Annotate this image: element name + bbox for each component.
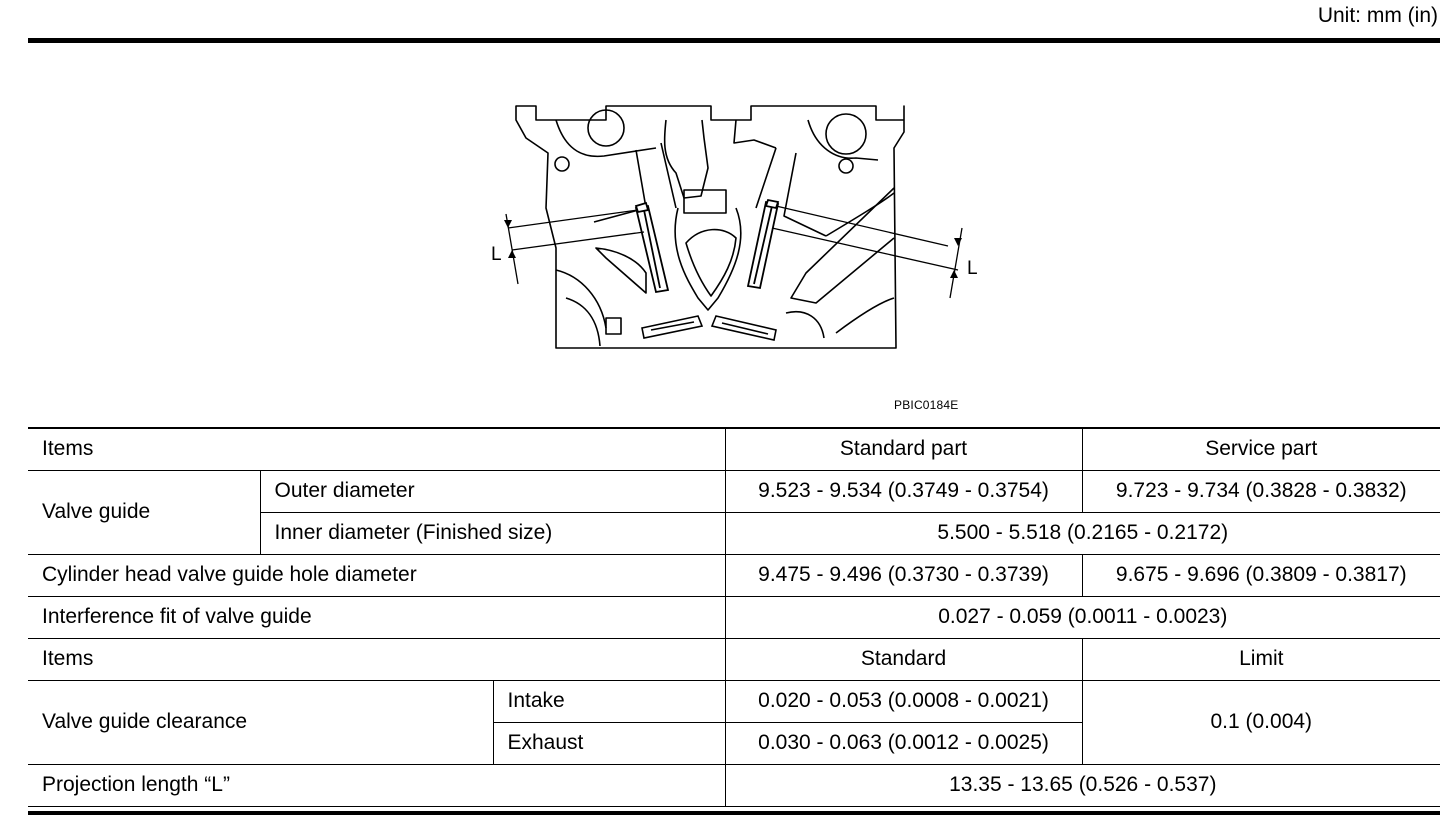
table-row [28, 764, 1440, 806]
clearance-limit: 0.1 (0.004) [1082, 680, 1440, 764]
table-row [28, 470, 1440, 512]
table-row [28, 680, 1440, 722]
standard-part-header: Standard part [725, 428, 1082, 470]
projection-length-value: 13.35 - 13.65 (0.526 - 0.537) [725, 764, 1440, 806]
cylinder-head-diagram [486, 98, 986, 358]
table-row [28, 554, 1440, 596]
items-header-2: Items [28, 638, 725, 680]
inner-diameter-label: Inner diameter (Finished size) [260, 512, 725, 554]
top-rule [28, 38, 1440, 43]
interference-fit-value: 0.027 - 0.059 (0.0011 - 0.0023) [725, 596, 1440, 638]
exhaust-label: Exhaust [493, 722, 725, 764]
exhaust-standard: 0.030 - 0.063 (0.0012 - 0.0025) [725, 722, 1082, 764]
intake-standard: 0.020 - 0.053 (0.0008 - 0.0021) [725, 680, 1082, 722]
projection-length-label: Projection length “L” [28, 764, 725, 806]
dimension-l-left: L [491, 244, 502, 265]
service-part-header: Service part [1082, 428, 1440, 470]
dimension-l-right: L [967, 258, 978, 279]
items-header: Items [28, 428, 725, 470]
valve-guide-label: Valve guide [28, 470, 260, 554]
standard-header: Standard [725, 638, 1082, 680]
outer-diameter-standard: 9.523 - 9.534 (0.3749 - 0.3754) [725, 470, 1082, 512]
table-row [28, 596, 1440, 638]
unit-label: Unit: mm (in) [1317, 4, 1438, 27]
interference-fit-label: Interference fit of valve guide [28, 596, 725, 638]
hole-diameter-standard: 9.475 - 9.496 (0.3730 - 0.3739) [725, 554, 1082, 596]
valve-guide-clearance-label: Valve guide clearance [28, 680, 493, 764]
bottom-rule [28, 811, 1440, 815]
hole-diameter-label: Cylinder head valve guide hole diameter [28, 554, 725, 596]
limit-header: Limit [1082, 638, 1440, 680]
outer-diameter-label: Outer diameter [260, 470, 725, 512]
table-row [28, 638, 1440, 680]
figure-code: PBIC0184E [894, 398, 959, 412]
hole-diameter-service: 9.675 - 9.696 (0.3809 - 0.3817) [1082, 554, 1440, 596]
table-row [28, 428, 1440, 470]
outer-diameter-service: 9.723 - 9.734 (0.3828 - 0.3832) [1082, 470, 1440, 512]
inner-diameter-value: 5.500 - 5.518 (0.2165 - 0.2172) [725, 512, 1440, 554]
valve-guide-spec-table [28, 427, 1440, 807]
intake-label: Intake [493, 680, 725, 722]
